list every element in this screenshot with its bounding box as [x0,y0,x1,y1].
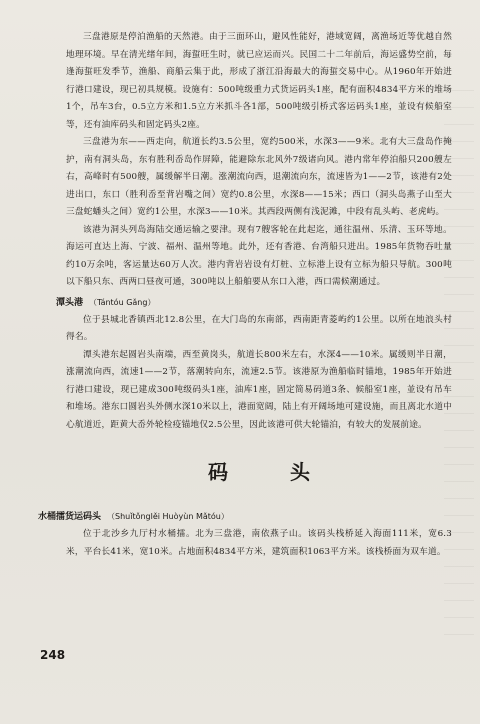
page-content [38,29,452,561]
page-number: 248 [40,648,66,662]
entry-name: 潭头港 [56,297,84,308]
entry-heading-tantou [56,294,452,312]
paragraph: 三盘港为东——西走向，航道长约3.5公里，宽约500米，水深3——9米。北有大三盘岛作掩护，南有洞头岛，东有胜利岙岛作屏障，能避除东北风外7级诸向风。港内常年停泊船只200艘左右，高峰时有500艘，属缓解半日潮。涨潮流向西，退潮流向东，流速皆为1——2节，该港有2处进出口，东口（胜利岙至背岩嘴之间）宽约0.8公里，水深8——15米；西口（洞头岛燕子山至大三盘蛇蟠头之间）宽约1公里，水深3——10米。其西段两侧有浅泥滩，中段有乱头屿、老虎屿。 [66,137,452,217]
paragraph: 位于县城北香镇西北12.8公里，在大门岛的东南部，西南距青菱屿约1公里。以所在地浪头村得名。 [66,314,452,342]
entry-heading-shuitong [38,508,452,526]
entry-pinyin: （Tántóu Gǎng） [89,297,156,307]
entry-name: 水桶擂货运码头 [38,512,102,522]
paragraph: 该港为洞头列岛海陆交通运输之要津。现有7艘客轮在此起迄，通往温州、乐清、玉环等地。海运可直达上海、宁波、福州、温州等地。此外，还有香港、台湾船只进出。1985年货物吞吐量约10万余吨，客运量达60万人次。港内背岩岩设有灯桩、立标港上设有立标为船只导航。300吨以下船只东、西两口昼夜可通，300吨以上船舶要从东口入港，西口需候潮通过。 [66,224,452,287]
paragraph: 三盘港原是停泊渔船的天然港。由于三面环山，避风性能好，港域宽阔，离渔场近等优越自然地理环境。早在清光绪年间，海蜇旺生时，就已应运而兴。民国二十二年前后，海运盛势空前，每逢海蜇旺发季节，渔船、商船云集于此，形成了浙江沿海最大的海蜇交易中心。从1960年开始进行港口建设，现已初具规模。设施有：500吨级重力式货运码头1座，配有面积4834平方米的堆场1个，吊车3台，0.5立方米和1.5立方米抓斗各1部，500吨级引桥式客运码头1座，並设有候船室等，还有油库码头和固定码头2座。 [66,32,452,130]
section-title: 码头 [208,460,372,484]
entry-pinyin: （Shuǐtǒnglěi Huòyùn Mǎtóu） [107,512,229,521]
paragraph: 位于北沙乡九厅村水桶擂。北为三盘港，南依燕子山。该码头栈桥延入海面111米，宽6.3米，平台长41米，宽10米。占地面积4834平方米，建筑面积1063平方米。该栈桥面为双车道。 [66,529,452,557]
paragraph: 潭头港东起圆岩头南端，西至黄岗头，航道长800米左右，水深4——10米。属缓则半日潮，涨潮流向西，流速1——2节，落潮转向东，流速2.5节。该港原为渔船临时锚地，1985年开始进行港口建设，现已建成300吨级码头1座，油库1座，固定简易码道3条、候船室1座，並设有吊车和堆场。港东口圆岩头外侧水深10米以上，港面宽阔，陆上有开阔场地可建设施，而且离北水道中心航道近，距黄大岙外轮检疫锚地仅2.5公里，因此该港可供大轮锚泊，有较大的发展前途。 [66,349,452,430]
